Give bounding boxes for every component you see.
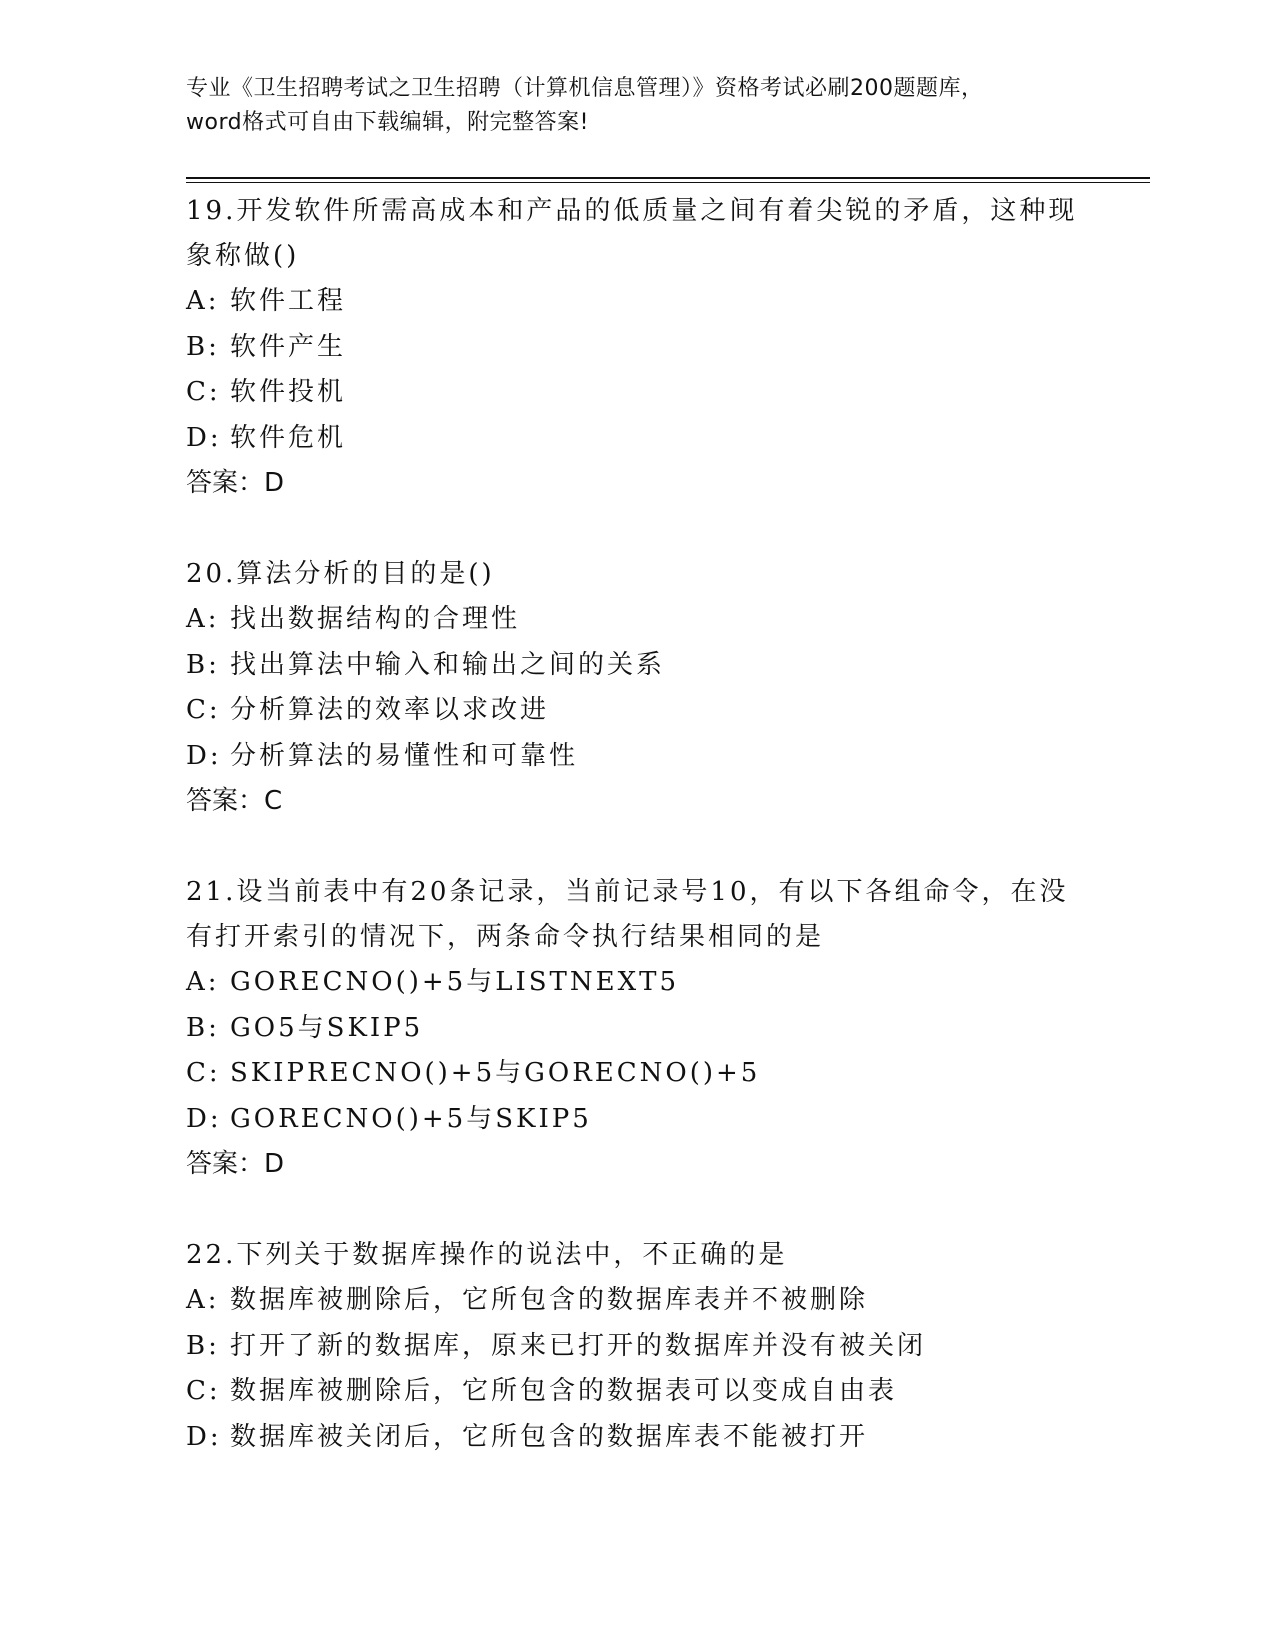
question-stem: 21.设当前表中有20条记录，当前记录号10，有以下各组命令，在没有打开索引的情况下，两条命令执行结果相同的是: [186, 877, 1069, 952]
option-d: [186, 1415, 1086, 1461]
option-c: [186, 1369, 1086, 1415]
header-divider-thick: [186, 177, 1150, 179]
option-c: [186, 1051, 1086, 1097]
option-text: GORECNO()+5与SKIP5: [230, 1103, 592, 1134]
option-text: 分析算法的效率以求改进: [230, 695, 550, 725]
question-19: [186, 189, 1086, 506]
question-20: [186, 552, 1086, 824]
question-22: [186, 1233, 1086, 1460]
option-letter: A:: [186, 286, 220, 316]
option-b: [186, 1006, 1086, 1052]
answer-line: 答案：D: [186, 1149, 285, 1179]
option-a: [186, 1278, 1086, 1324]
option-c: [186, 370, 1086, 416]
option-text: GO5与SKIP5: [230, 1012, 424, 1043]
option-letter: B:: [186, 1330, 220, 1361]
option-letter: B:: [186, 1012, 220, 1043]
option-letter: C:: [186, 1058, 221, 1088]
option-letter: B:: [186, 331, 220, 362]
option-letter: C:: [186, 377, 221, 407]
option-b: [186, 643, 1086, 689]
option-text: 软件危机: [230, 422, 347, 453]
option-b: [186, 325, 1086, 371]
option-text: 数据库被关闭后，它所包含的数据库表不能被打开: [230, 1421, 869, 1452]
option-letter: A:: [186, 604, 220, 634]
header-line-2: word格式可自由下载编辑，附完整答案!: [186, 110, 589, 135]
question-stem: 20.算法分析的目的是(): [186, 559, 495, 589]
option-b: [186, 1324, 1086, 1370]
question-stem: 22.下列关于数据库操作的说法中，不正确的是: [186, 1240, 788, 1270]
answer-line: 答案：D: [186, 468, 285, 498]
option-text: GORECNO()+5与LISTNEXT5: [230, 967, 680, 997]
option-d: [186, 734, 1086, 780]
question-21: [186, 870, 1086, 1187]
option-letter: C:: [186, 1376, 221, 1406]
option-text: 分析算法的易懂性和可靠性: [230, 740, 579, 771]
option-letter: D:: [186, 1103, 222, 1134]
option-letter: B:: [186, 649, 220, 680]
option-letter: D:: [186, 422, 222, 453]
option-text: 软件产生: [230, 331, 347, 362]
option-c: [186, 688, 1086, 734]
header-divider-thin: [186, 182, 1150, 183]
option-letter: A:: [186, 1285, 220, 1315]
option-text: 打开了新的数据库，原来已打开的数据库并没有被关闭: [230, 1330, 927, 1361]
option-text: 找出算法中输入和输出之间的关系: [230, 649, 666, 680]
question-list: [186, 189, 1086, 1506]
document-header: [186, 72, 1086, 140]
option-d: [186, 1097, 1086, 1143]
option-text: 找出数据结构的合理性: [230, 604, 521, 634]
option-letter: A:: [186, 967, 220, 997]
answer-line: 答案：C: [186, 786, 283, 816]
option-letter: D:: [186, 740, 222, 771]
option-text: 数据库被删除后，它所包含的数据库表并不被删除: [230, 1285, 869, 1315]
option-text: 数据库被删除后，它所包含的数据表可以变成自由表: [230, 1376, 898, 1406]
option-a: [186, 597, 1086, 643]
option-a: [186, 279, 1086, 325]
question-stem: 19.开发软件所需高成本和产品的低质量之间有着尖锐的矛盾，这种现象称做(): [186, 196, 1078, 271]
option-d: [186, 416, 1086, 462]
option-letter: D:: [186, 1421, 222, 1452]
option-letter: C:: [186, 695, 221, 725]
option-text: 软件投机: [230, 377, 347, 407]
option-a: [186, 960, 1086, 1006]
option-text: SKIPRECNO()+5与GORECNO()+5: [230, 1058, 761, 1088]
header-line-1: 专业《卫生招聘考试之卫生招聘（计算机信息管理）》资格考试必刷200题题库，: [186, 76, 984, 101]
option-text: 软件工程: [230, 286, 347, 316]
